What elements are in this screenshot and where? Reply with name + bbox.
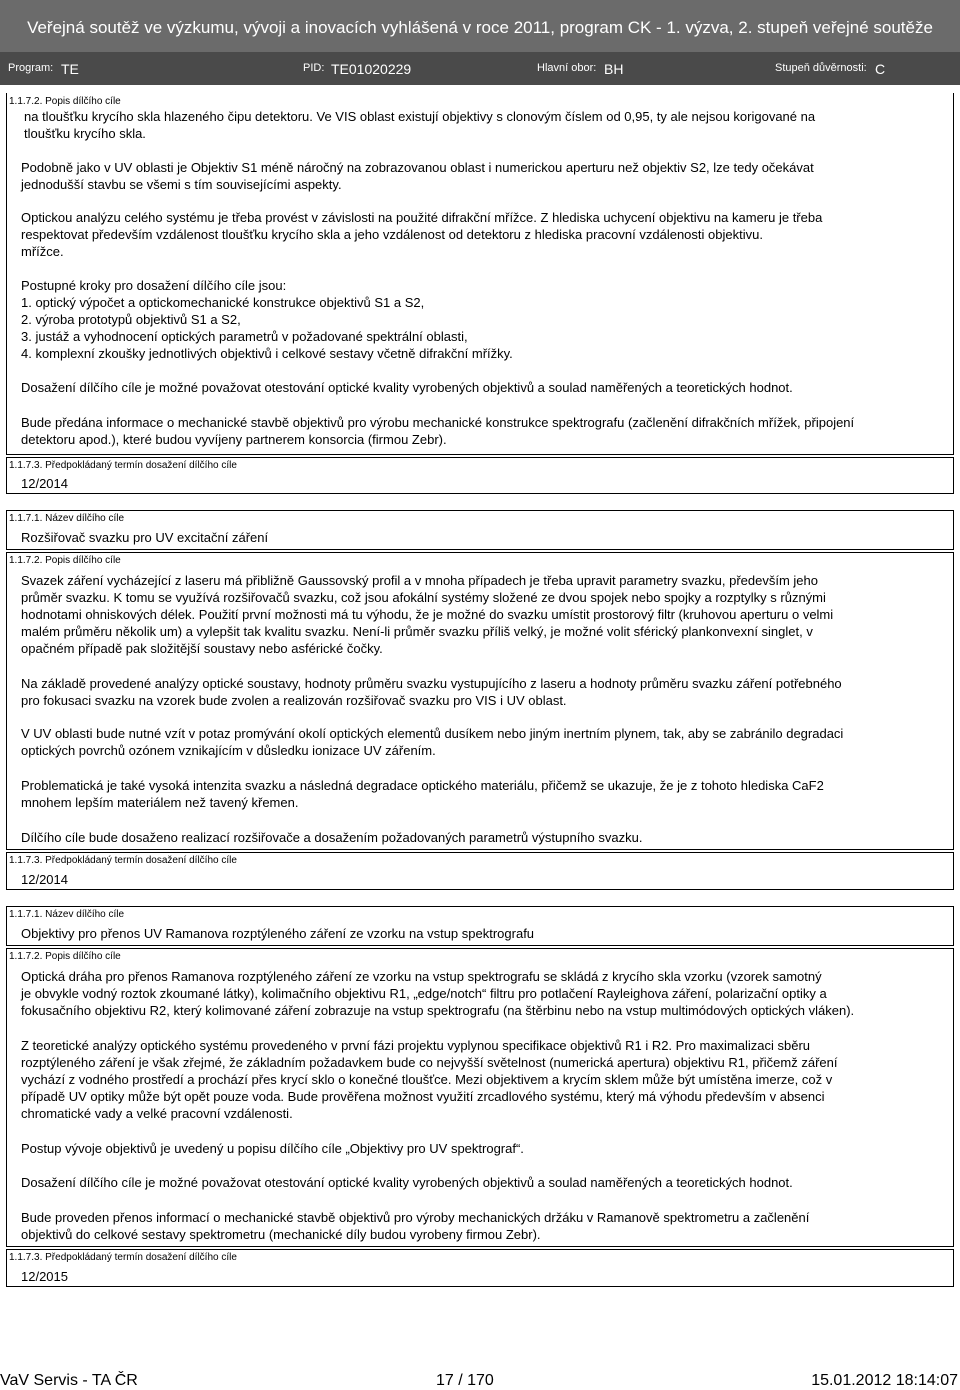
text-line: průměr svazku. K tomu se využívá rozšiřovačů svazku, což jsou afokální systémy složené ze dvou spojek nebo spojky a rozptylky s různými <box>21 590 826 605</box>
section-3-paragraph-4 <box>21 1174 946 1191</box>
page-footer <box>0 1372 960 1390</box>
section-1-paragraph-5 <box>21 379 946 396</box>
obor-label: Hlavní obor: <box>537 62 597 74</box>
section-1-termin-value: 12/2014 <box>21 476 68 491</box>
text-line: tloušťku krycího skla. <box>24 126 146 141</box>
footer-datetime: 15.01.2012 18:14:07 <box>811 1372 958 1389</box>
text-line: fokusačního objektivu R2, který kolimované záření zobrazuje na vstup spektrografu (na štěrbinu nebo na vstup multimódových optických vláken). <box>21 1003 855 1018</box>
text-line: případě UV optiky může být opět pouze voda. Bude prověřena možnost využití zrcadlového systému, který má výhodu především v absenci <box>21 1089 825 1104</box>
section-3-termin-value: 12/2015 <box>21 1269 68 1284</box>
obor-value: BH <box>604 61 624 77</box>
text-line: Dosažení dílčího cíle je možné považovat otestování optické kvality vyrobených objektivů a soulad naměřených a teoretických hodnot. <box>21 380 793 395</box>
text-line: Svazek záření vycházející z laseru má přibližně Gaussovský profil a v mnoha případech je třeba upravit parametry svazku, především jeho <box>21 573 818 588</box>
text-line: malém průměru několik um) a vylepšit tak kvalitu svazku. Není-li průměr svazku příliš velký, je možné volit sférický plankonvexní singlet, v <box>21 624 813 639</box>
section-3-paragraph-1 <box>21 968 956 1019</box>
pid-label: PID: <box>303 62 325 74</box>
text-line: respektovat především vzdálenost tloušťku krycího skla a jeho vzdálenost od detektoru z hlediska pracovní vzdálenosti objektivu. <box>21 227 763 242</box>
text-line: mnohem lepším materiálem než tavený křemen. <box>21 795 299 810</box>
section-2-paragraph-5 <box>21 829 946 846</box>
program-label: Program: <box>8 62 54 74</box>
section-1-description-box <box>6 93 954 455</box>
text-line: rozptýleného záření je však zřejmé, že základním požadavkem bude co nejvyšší světelnost (numerická apertura) objektivu R1, přičemž záření <box>21 1055 838 1070</box>
text-line: optických povrchů ozónem vznikajícím v důsledku ionizace UV zářením. <box>21 743 436 758</box>
text-line: Podobně jako v UV oblasti je Objektiv S1 méně náročný na zobrazovanou oblast i numerickou aperturu než objektiv S2, lze tedy očekávat <box>21 160 814 175</box>
section-1-paragraph-6 <box>21 414 946 448</box>
text-line: Optickou analýzu celého systému je třeba provést v závislosti na použité difrakční mřížce. Z hlediska uchycení objektivu na kameru je třeba <box>21 210 823 225</box>
section-2-paragraph-2 <box>21 675 946 709</box>
text-line: Bude proveden přenos informací o mechanické stavbě objektivů pro výroby mechanických držáku v Ramanově spektrometru a začlenění <box>21 1210 810 1225</box>
program-value: TE <box>61 61 79 77</box>
text-line: Dosažení dílčího cíle je možné považovat otestování optické kvality vyrobených objektivů a soulad naměřených a teoretických hodnot. <box>21 1175 793 1190</box>
section-3-termin-label: 1.1.7.3. Předpokládaný termín dosažení dílčího cíle <box>9 1252 237 1263</box>
text-line: Postupné kroky pro dosažení dílčího cíle jsou: <box>21 278 287 293</box>
text-line: hodnotami ohniskových délek. Použití první možnosti má tu výhodu, že je možné do svazku umístit prostorový filtr (kruhovou aperturu o velmi <box>21 607 834 622</box>
text-line: pro fokusaci svazku na vzorek bude zvolen a realizován rozšiřovač svazku pro VIS i UV oblast. <box>21 693 567 708</box>
section-2-paragraph-3 <box>21 725 946 759</box>
text-line: Bude předána informace o mechanické stavbě objektivů pro výrobu mechanické konstrukce spektrografu (začlenění difrakčních mřížek, připojení <box>21 415 855 430</box>
text-line: 2. výroba prototypů objektivů S1 a S2, <box>21 312 241 327</box>
section-2-termin-label: 1.1.7.3. Předpokládaný termín dosažení dílčího cíle <box>9 855 237 866</box>
section-1-description-label: 1.1.7.2. Popis dílčího cíle <box>9 96 121 107</box>
text-line: 3. justáž a vyhodnocení optických parametrů v požadované spektrální oblasti, <box>21 329 468 344</box>
text-line: Problematická je také vysoká intenzita svazku a následná degradace optického materiálu, přičemž se ukazuje, že je z tohoto hlediska CaF2 <box>21 778 824 793</box>
section-1-paragraph-2 <box>21 159 946 193</box>
text-line: chromatické vady a velké pracovní vzdálenosti. <box>21 1106 293 1121</box>
text-line: V UV oblasti bude nutné vzít v potaz promývání okolí optických elementů dusíkem nebo jiným inertním plynem, tak, aby se zabránilo degradaci <box>21 726 844 741</box>
text-line: Na základě provedené analýzy optické soustavy, hodnoty průměru svazku vystupujícího z laseru a hodnoty průměru svazku záření potřebného <box>21 676 842 691</box>
section-3-name-label: 1.1.7.1. Název dílčího cíle <box>9 909 125 920</box>
section-3-paragraph-2 <box>21 1037 946 1122</box>
text-line: je obvykle vodný roztok zkoumané látky), kolimačního objektivu R1, „edge/notch“ filtru pro potlačení Rayleighova záření, polarizační optiky a <box>21 986 827 1001</box>
footer-source: VaV Servis - TA ČR <box>0 1372 138 1389</box>
text-line: 4. komplexní zkoušky jednotlivých objektivů i celkové sestavy včetně difrakční mřížky. <box>21 346 513 361</box>
section-3-name-value: Objektivy pro přenos UV Ramanova rozptýleného záření ze vzorku na vstup spektrografu <box>21 926 535 941</box>
text-line: Optická dráha pro přenos Ramanova rozptýleného záření ze vzorku na vstup spektrografu se skládá z krycího skla vzorku (vzorek samotný <box>21 969 822 984</box>
stupen-label: Stupeň důvěrnosti: <box>775 62 867 74</box>
document-title: Veřejná soutěž ve výzkumu, vývoji a inovacích vyhlášená v roce 2011, program CK - 1. výzva, 2. stupeň veřejné soutěže <box>27 18 933 37</box>
section-3-paragraph-3 <box>21 1140 946 1157</box>
section-2-name-label: 1.1.7.1. Název dílčího cíle <box>9 513 125 524</box>
pid-value: TE01020229 <box>331 61 412 77</box>
section-2-paragraph-1 <box>21 572 946 657</box>
text-line: na tloušťku krycího skla hlazeného čipu detektoru. Ve VIS oblast existují objektivy s clonovým číslem od 0,95, ty ale nejsou korigované na <box>24 109 816 124</box>
section-1-paragraph-3 <box>21 209 946 260</box>
text-line: Z teoretické analýzy optického systému provedeného v první fázi projektu vyplynou specifikace objektivů R1 i R2. Pro maximalizaci sběru <box>21 1038 811 1053</box>
section-1-steps-list <box>21 277 946 362</box>
stupen-value: C <box>875 61 886 77</box>
section-1-paragraph-1 <box>24 108 949 142</box>
text-line: jednodušší stavbu se všemi s tím souvisejícími aspekty. <box>21 177 342 192</box>
text-line: Postup vývoje objektivů je uvedený u popisu dílčího cíle „Objektivy pro UV spektrograf“. <box>21 1141 524 1156</box>
text-line: Dílčího cíle bude dosaženo realizací rozšiřovače a dosažením požadovaných parametrů výstupního svazku. <box>21 830 643 845</box>
text-line: objektivů do celkové sestavy spektrometru (mechanické díly budou vyrobeny firmou Zebr). <box>21 1227 541 1242</box>
section-3-description-label: 1.1.7.2. Popis dílčího cíle <box>9 951 121 962</box>
text-line: opačném případě pak složitější soustavy nebo asférické čočky. <box>21 641 383 656</box>
section-1-termin-label: 1.1.7.3. Předpokládaný termín dosažení dílčího cíle <box>9 460 237 471</box>
section-2-paragraph-4 <box>21 777 946 811</box>
text-line: detektoru apod.), které budou vyvíjeny partnerem konsorcia (firmou Zebr). <box>21 432 447 447</box>
text-line: vychází z vodného prostředí a prochází přes krycí sklo o konečné tloušťce. Mezi objektivem a krycím sklem může být umístěna imerze, což v <box>21 1072 833 1087</box>
section-2-termin-value: 12/2014 <box>21 872 68 887</box>
text-line: mřížce. <box>21 244 64 259</box>
section-2-description-label: 1.1.7.2. Popis dílčího cíle <box>9 555 121 566</box>
text-line: 1. optický výpočet a optickomechanické konstrukce objektivů S1 a S2, <box>21 295 425 310</box>
document-info-bar <box>0 52 960 85</box>
section-2-name-value: Rozšiřovač svazku pro UV excitační záření <box>21 530 269 545</box>
document-title-bar <box>0 0 960 52</box>
section-3-paragraph-5 <box>21 1209 946 1243</box>
footer-page-number: 17 / 170 <box>436 1372 494 1389</box>
